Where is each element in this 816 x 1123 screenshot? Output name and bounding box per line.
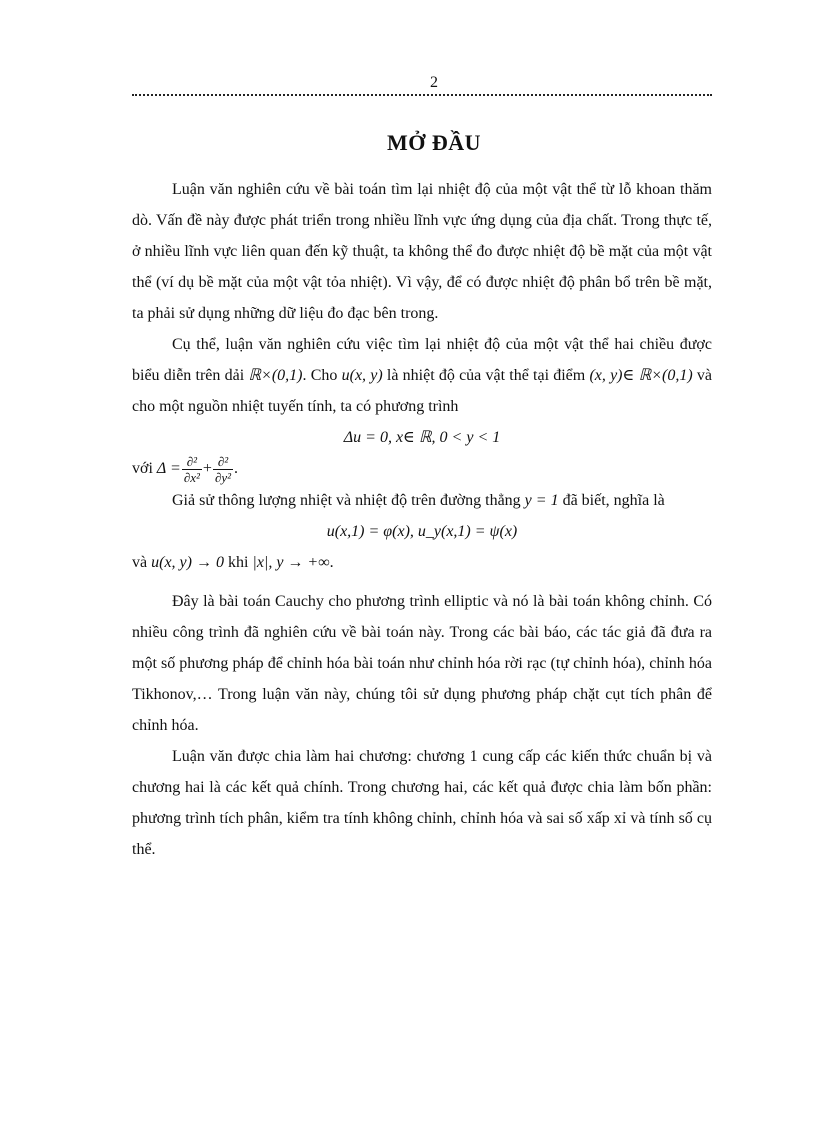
equation-cauchy-data: u(x,1) = φ(x), u_y(x,1) = ψ(x) xyxy=(326,522,518,540)
math-limit-cond: |x|, y → +∞ xyxy=(252,553,330,571)
text: và xyxy=(132,553,152,571)
header-dotted-rule xyxy=(132,94,712,96)
text: với xyxy=(132,460,157,477)
fraction-dx xyxy=(182,454,202,485)
text: đã biết, nghĩa là xyxy=(558,491,665,509)
text: Giả sử thông lượng nhiệt và nhiệt độ trên đường thẳng xyxy=(172,491,525,509)
page-number: 2 xyxy=(430,74,438,91)
numerator: ∂² xyxy=(213,454,233,470)
fraction-dy xyxy=(213,454,233,485)
document-body xyxy=(132,174,712,865)
text: . xyxy=(234,460,239,477)
paragraph-structure: Luận văn được chia làm hai chương: chương 1 cung cấp các kiến thức chuẩn bị và chương hai là các kết quả chính. Trong chương hai, các kết quả được chia làm bốn phần: phương trình tích phân, kiểm tra tính không chỉnh, chỉnh hóa và sai số xấp xỉ và tính số cụ thể. xyxy=(132,747,712,858)
paragraph-problem xyxy=(132,329,712,422)
text: . xyxy=(329,553,334,571)
math-strip: ℝ×(0,1) xyxy=(248,367,303,384)
denominator: ∂y² xyxy=(214,469,232,485)
section-title: MỞ ĐẦU xyxy=(386,130,482,155)
paragraph-laplacian-def xyxy=(132,453,712,485)
math-delta: Δ = xyxy=(156,460,181,477)
plus-sign: + xyxy=(202,460,212,477)
equation-laplace: Δu = 0, x∈ ℝ, 0 < y < 1 xyxy=(343,429,501,446)
numerator: ∂² xyxy=(182,454,202,470)
math-limit: u(x, y) → 0 xyxy=(151,553,224,571)
text: và cho một nguồn nhiệt tuyến tính, ta có phương trình xyxy=(132,367,713,415)
paragraph-intro: Luận văn nghiên cứu về bài toán tìm lại nhiệt độ của một vật thể từ lỗ khoan thăm dò. Vấn đề này được phát triển trong nhiều lĩnh vực ứng dụng của địa chất. Trong thực tế, ở nhiều lĩnh vực liên quan đến kỹ thuật, ta không thể đo được nhiệt độ bề mặt của một vật thể (ví dụ bề mặt của một vật tỏa nhiệt). Vì vậy, để có được nhiệt độ phân bổ trên bề mặt, ta phải sử dụng những dữ liệu đo đạc bên trong. xyxy=(132,181,712,322)
math-point: (x, y)∈ ℝ×(0,1) xyxy=(589,367,693,384)
paragraph-decay xyxy=(132,547,712,578)
text: . Cho xyxy=(302,367,342,384)
text: Cụ thể, luận văn nghiên cứu việc tìm lại nhiệt độ của một vật thể hai chiều được biểu diễn trên dải xyxy=(132,336,712,384)
paragraph-assumption xyxy=(132,485,712,516)
math-u: u(x, y) xyxy=(341,367,383,384)
text: khi xyxy=(223,553,253,571)
paragraph-cauchy: Đây là bài toán Cauchy cho phương trình elliptic và nó là bài toán không chỉnh. Có nhiều công trình đã nghiên cứu về bài toán này. Trong các bài báo, các tác giả đã đưa ra một số phương pháp để chỉnh hóa bài toán như chỉnh hóa rời rạc (tự chỉnh hóa), chỉnh hóa Tikhonov,… Trong luận văn này, chúng tôi sử dụng phương pháp chặt cụt tích phân để chỉnh hóa. xyxy=(132,592,712,734)
math-y1: y = 1 xyxy=(524,491,559,509)
text: là nhiệt độ của vật thể tại điểm xyxy=(382,367,590,384)
denominator: ∂x² xyxy=(183,469,200,485)
